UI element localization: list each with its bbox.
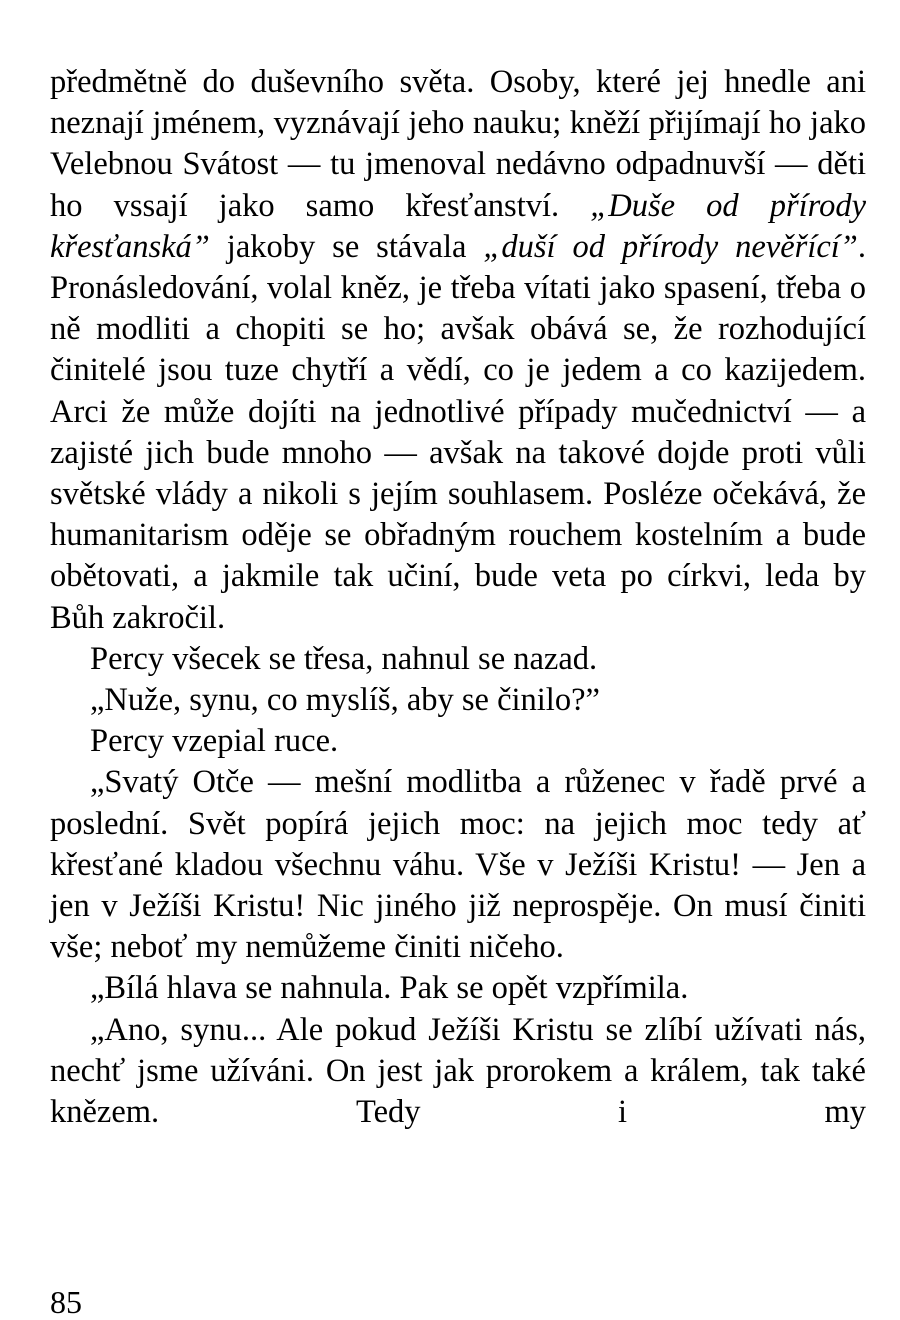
paragraph-p5	[50, 762, 866, 968]
paragraph-p1	[50, 62, 866, 639]
paragraph-p3	[50, 680, 866, 721]
italic-quote: „Duše od přírody křesťanská”	[50, 187, 866, 265]
paragraph-p6	[50, 968, 866, 1009]
paragraph-p7	[50, 1010, 866, 1134]
page-number: 85	[50, 1284, 82, 1320]
page-text	[50, 62, 866, 1133]
text-segment: „Svatý Otče — mešní modlitba a růženec v řadě prvé a poslední. Svět popírá jejich moc: na jejich moc tedy ať křesťané kladou všechnu váhu. Vše v Ježíši Kristu! — Jen a jen v Ježíši Kristu! Nic jiného již neprospěje. On musí činiti vše; neboť my nemůžeme činiti ničeho.	[50, 764, 866, 966]
text-segment: . Pronásledování, volal kněz, je třeba vítati jako spasení, třeba o ně modliti a chopiti se ho; avšak obává se, že rozhodující činitelé jsou tuze chytří a vědí, co je jedem a co kazijedem. Arci že může dojíti na jednotlivé případy mučednictví — a zajisté jich bude mnoho — avšak na takové dojde proti vůli světské vlády a nikoli s jejím souhlasem. Posléze očekává, že humanitarism oděje se obřadným rouchem kostelním a bude obětovati, a jakmile tak učiní, bude veta po církvi, leda by Bůh zakročil.	[50, 228, 866, 636]
text-segment: „Nuže, synu, co myslíš, aby se činilo?”	[90, 682, 600, 719]
text-segment: Percy vzepial ruce.	[90, 723, 339, 760]
paragraph-p2	[50, 639, 866, 680]
text-segment: jakoby se stávala	[209, 228, 484, 265]
text-segment: předmětně do duševního světa. Osoby, které jej hnedle ani neznají jménem, vyznávají jeho nauku; kněží přijímají ho jako Velebnou Svátost — tu jmenoval nedávno odpadnuvší — děti ho vssají jako samo křesťanství.	[50, 64, 866, 224]
text-segment: „Ano, synu... Ale pokud Ježíši Kristu se zlíbí užívati nás, nechť jsme užíváni. On jest jak prorokem a králem, tak také knězem. Tedy i my	[50, 1011, 866, 1131]
italic-quote: „duší od přírody nevěřící”	[483, 228, 858, 265]
text-segment: Percy všecek se třesa, nahnul se nazad.	[90, 640, 598, 677]
paragraph-p4	[50, 721, 866, 762]
text-segment: „Bílá hlava se nahnula. Pak se opět vzpřímila.	[90, 970, 689, 1007]
